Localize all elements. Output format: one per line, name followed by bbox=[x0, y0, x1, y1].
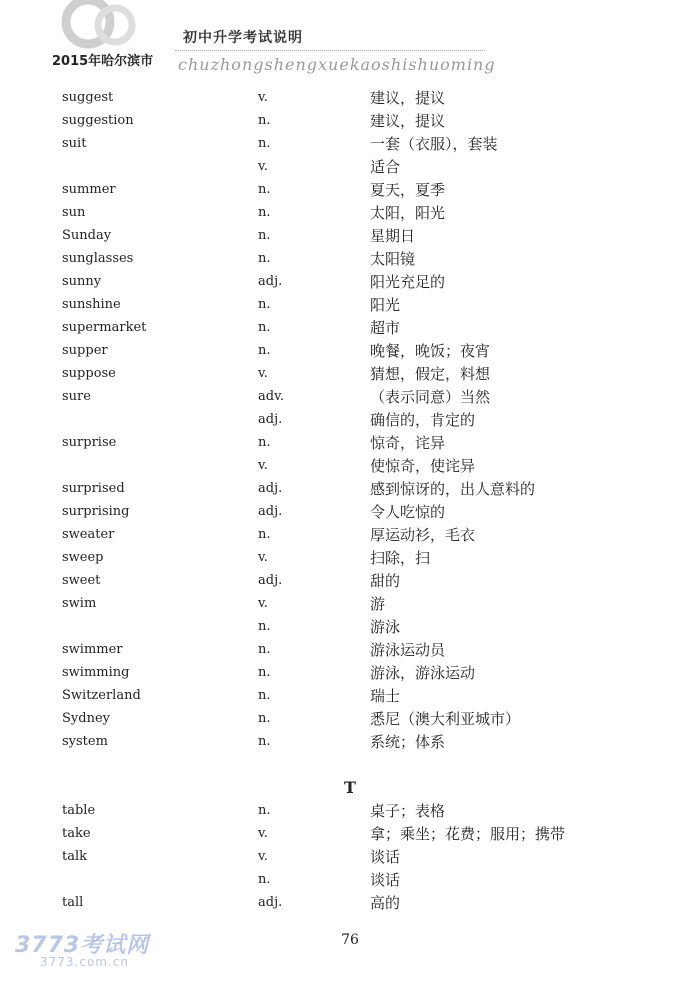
vocab-part-of-speech: n. bbox=[258, 619, 271, 634]
vocab-part-of-speech: v. bbox=[258, 849, 268, 864]
vocab-part-of-speech: n. bbox=[258, 343, 271, 358]
vocab-row bbox=[0, 110, 700, 133]
vocab-word: swimming bbox=[62, 665, 130, 680]
vocab-row bbox=[0, 892, 700, 915]
vocab-word: Switzerland bbox=[62, 688, 141, 703]
vocab-row bbox=[0, 363, 700, 386]
vocab-meaning: 建议，提议 bbox=[370, 112, 446, 130]
vocab-word: swim bbox=[62, 596, 97, 611]
vocab-row bbox=[0, 501, 700, 524]
vocab-part-of-speech: n. bbox=[258, 711, 271, 726]
vocab-meaning: 悉尼（澳大利亚城市） bbox=[370, 710, 521, 728]
vocab-row bbox=[0, 570, 700, 593]
vocab-word: sunshine bbox=[62, 297, 121, 312]
vocab-meaning: 阳光充足的 bbox=[370, 273, 446, 291]
vocab-row bbox=[0, 386, 700, 409]
vocab-meaning: 感到惊讶的，出人意料的 bbox=[370, 480, 536, 498]
vocabulary-list-s bbox=[0, 87, 700, 754]
vocab-part-of-speech: n. bbox=[258, 228, 271, 243]
vocab-meaning: 系统；体系 bbox=[370, 733, 446, 751]
vocab-part-of-speech: adj. bbox=[258, 504, 283, 519]
vocab-part-of-speech: v. bbox=[258, 366, 268, 381]
vocab-meaning: 甜的 bbox=[370, 572, 401, 590]
vocab-part-of-speech: adj. bbox=[258, 573, 283, 588]
vocab-meaning: 谈话 bbox=[370, 871, 401, 889]
vocab-part-of-speech: n. bbox=[258, 182, 271, 197]
vocab-row bbox=[0, 524, 700, 547]
vocab-part-of-speech: n. bbox=[258, 734, 271, 749]
vocab-row bbox=[0, 271, 700, 294]
vocab-meaning: 猜想，假定，料想 bbox=[370, 365, 491, 383]
vocab-row bbox=[0, 409, 700, 432]
vocab-meaning: 桌子；表格 bbox=[370, 802, 446, 820]
vocab-part-of-speech: v. bbox=[258, 550, 268, 565]
vocab-word: summer bbox=[62, 182, 116, 197]
header-title: 初中升学考试说明 bbox=[183, 30, 303, 46]
vocab-meaning: 太阳，阳光 bbox=[370, 204, 446, 222]
vocab-row bbox=[0, 294, 700, 317]
vocab-part-of-speech: v. bbox=[258, 159, 268, 174]
vocab-row bbox=[0, 639, 700, 662]
vocab-part-of-speech: adj. bbox=[258, 274, 283, 289]
vocab-row bbox=[0, 823, 700, 846]
vocab-part-of-speech: n. bbox=[258, 251, 271, 266]
header-city-year: 2015年哈尔滨市 bbox=[52, 54, 154, 69]
vocab-row bbox=[0, 317, 700, 340]
vocab-meaning: 游泳 bbox=[370, 618, 401, 636]
vocab-word: swimmer bbox=[62, 642, 123, 657]
watermark-url: 3773.com.cn bbox=[40, 955, 129, 969]
vocab-meaning: 太阳镜 bbox=[370, 250, 416, 268]
vocab-meaning: 游泳，游泳运动 bbox=[370, 664, 476, 682]
vocab-row bbox=[0, 455, 700, 478]
vocab-word: suppose bbox=[62, 366, 116, 381]
vocab-word: suggest bbox=[62, 90, 114, 105]
vocab-meaning: 一套（衣服），套装 bbox=[370, 135, 498, 153]
vocab-part-of-speech: n. bbox=[258, 872, 271, 887]
vocab-part-of-speech: v. bbox=[258, 596, 268, 611]
vocab-word: supper bbox=[62, 343, 108, 358]
vocab-row bbox=[0, 133, 700, 156]
header-pinyin: chuzhongshengxuekaoshishuoming bbox=[178, 55, 496, 74]
vocab-row bbox=[0, 432, 700, 455]
vocab-meaning: 游 bbox=[370, 595, 386, 613]
vocab-meaning: 游泳运动员 bbox=[370, 641, 446, 659]
vocab-row bbox=[0, 869, 700, 892]
vocab-row bbox=[0, 708, 700, 731]
vocab-row bbox=[0, 248, 700, 271]
vocab-row bbox=[0, 202, 700, 225]
vocab-part-of-speech: v. bbox=[258, 826, 268, 841]
vocab-part-of-speech: n. bbox=[258, 205, 271, 220]
vocab-meaning: 令人吃惊的 bbox=[370, 503, 446, 521]
vocab-meaning: 扫除，扫 bbox=[370, 549, 431, 567]
vocab-word: take bbox=[62, 826, 91, 841]
vocab-part-of-speech: n. bbox=[258, 688, 271, 703]
vocab-word: sure bbox=[62, 389, 91, 404]
vocab-row bbox=[0, 616, 700, 639]
vocab-row bbox=[0, 156, 700, 179]
vocab-word: system bbox=[62, 734, 108, 749]
vocab-word: sun bbox=[62, 205, 86, 220]
header-divider bbox=[175, 50, 485, 51]
vocab-meaning: 夏天，夏季 bbox=[370, 181, 446, 199]
vocab-meaning: 使惊奇，使诧异 bbox=[370, 457, 476, 475]
vocab-row bbox=[0, 685, 700, 708]
watermark-brand: 3773考试网 bbox=[15, 933, 150, 958]
vocab-row bbox=[0, 593, 700, 616]
vocabulary-list-t bbox=[0, 800, 700, 915]
vocab-meaning: 确信的，肯定的 bbox=[370, 411, 476, 429]
vocab-word: surprising bbox=[62, 504, 130, 519]
vocab-word: supermarket bbox=[62, 320, 147, 335]
vocab-meaning: 谈话 bbox=[370, 848, 401, 866]
vocab-row bbox=[0, 662, 700, 685]
section-letter-heading: T bbox=[344, 778, 356, 797]
vocab-part-of-speech: n. bbox=[258, 803, 271, 818]
vocab-word: table bbox=[62, 803, 96, 818]
vocab-part-of-speech: n. bbox=[258, 136, 271, 151]
vocab-part-of-speech: n. bbox=[258, 665, 271, 680]
vocab-meaning: 厚运动衫，毛衣 bbox=[370, 526, 476, 544]
vocab-part-of-speech: n. bbox=[258, 642, 271, 657]
vocab-word: sweep bbox=[62, 550, 104, 565]
vocab-meaning: 星期日 bbox=[370, 227, 416, 245]
vocab-part-of-speech: n. bbox=[258, 435, 271, 450]
vocab-part-of-speech: v. bbox=[258, 90, 268, 105]
vocab-meaning: 拿；乘坐；花费；服用；携带 bbox=[370, 825, 566, 843]
vocab-meaning: 阳光 bbox=[370, 296, 401, 314]
vocab-word: talk bbox=[62, 849, 88, 864]
vocab-part-of-speech: n. bbox=[258, 113, 271, 128]
vocab-word: Sunday bbox=[62, 228, 112, 243]
vocab-part-of-speech: n. bbox=[258, 297, 271, 312]
vocab-meaning: 高的 bbox=[370, 894, 401, 912]
vocab-part-of-speech: v. bbox=[258, 458, 268, 473]
vocab-row bbox=[0, 846, 700, 869]
vocab-row bbox=[0, 225, 700, 248]
vocab-word: suggestion bbox=[62, 113, 134, 128]
vocab-word: tall bbox=[62, 895, 84, 910]
vocab-word: surprised bbox=[62, 481, 125, 496]
vocab-word: sweet bbox=[62, 573, 101, 588]
vocab-row bbox=[0, 340, 700, 363]
vocab-meaning: 建议，提议 bbox=[370, 89, 446, 107]
vocab-word: suit bbox=[62, 136, 87, 151]
vocab-row bbox=[0, 731, 700, 754]
vocab-part-of-speech: adj. bbox=[258, 412, 283, 427]
vocab-row bbox=[0, 478, 700, 501]
vocab-part-of-speech: adv. bbox=[258, 389, 285, 404]
vocab-meaning: 超市 bbox=[370, 319, 401, 337]
vocab-row bbox=[0, 800, 700, 823]
vocab-part-of-speech: adj. bbox=[258, 895, 283, 910]
vocab-word: Sydney bbox=[62, 711, 110, 726]
vocab-row bbox=[0, 547, 700, 570]
vocab-meaning: 适合 bbox=[370, 158, 401, 176]
vocab-meaning: 晚餐，晚饭；夜宵 bbox=[370, 342, 491, 360]
vocab-row bbox=[0, 87, 700, 110]
vocab-meaning: 瑞士 bbox=[370, 687, 401, 705]
vocab-row bbox=[0, 179, 700, 202]
vocab-word: sunny bbox=[62, 274, 102, 289]
vocab-part-of-speech: adj. bbox=[258, 481, 283, 496]
page-number: 76 bbox=[341, 932, 359, 948]
vocab-word: surprise bbox=[62, 435, 117, 450]
vocab-word: sweater bbox=[62, 527, 115, 542]
vocab-meaning: 惊奇，诧异 bbox=[370, 434, 446, 452]
vocab-part-of-speech: n. bbox=[258, 320, 271, 335]
vocab-part-of-speech: n. bbox=[258, 527, 271, 542]
vocab-word: sunglasses bbox=[62, 251, 134, 266]
vocab-meaning: （表示同意）当然 bbox=[370, 388, 491, 406]
